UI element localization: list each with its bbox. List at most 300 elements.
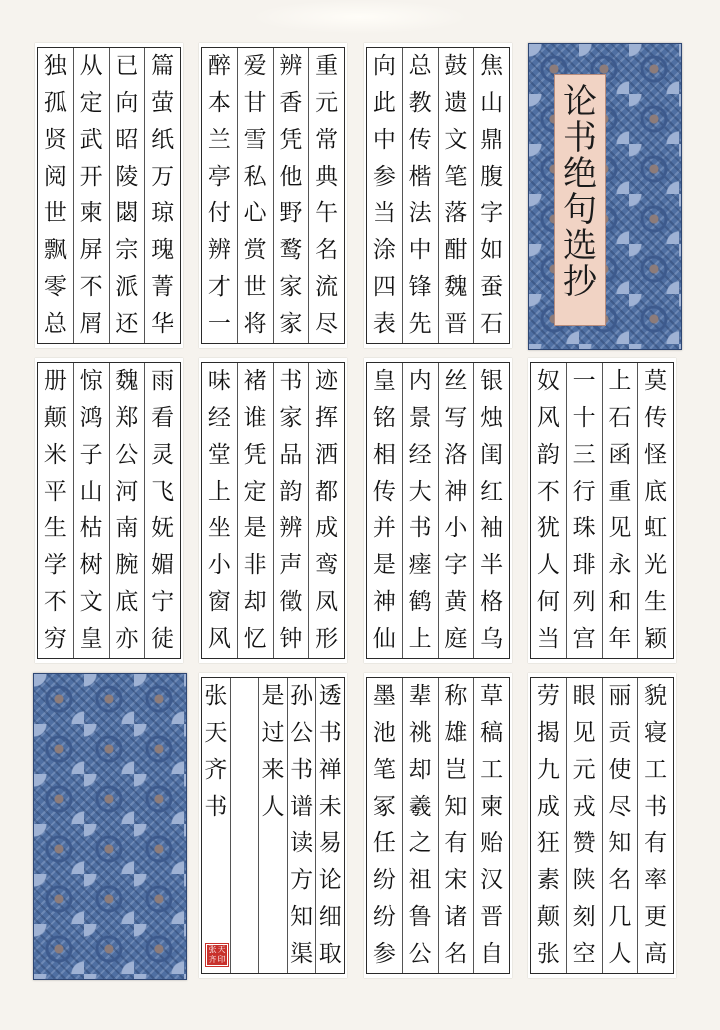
character-cell: 心 [243,200,267,227]
character-cell: 稿 [480,719,504,746]
character-cell: 此 [372,89,396,116]
character-cell: 宁 [151,589,175,616]
red-seal-stamp: 张 天 齐 印 [206,944,228,966]
character-cell: 谁 [243,404,267,431]
character-cell: 野 [279,200,303,227]
text-column [109,363,145,658]
character-cell: 永 [608,552,632,579]
character-cell: 颠 [43,404,67,431]
character-cell: 写 [444,404,468,431]
character-cell: 文 [444,126,468,153]
character-cell: 知 [444,793,468,820]
panel-r3p4 [528,673,676,978]
character-cell: 总 [408,52,432,79]
character-cell: 仙 [372,626,396,653]
character-cell: 方 [290,867,314,894]
character-cell: 丝 [444,367,468,394]
text-column [566,678,602,973]
character-cell: 雄 [444,719,468,746]
character-cell: 书 [644,793,668,820]
character-cell: 红 [480,478,504,505]
character-cell: 上 [207,478,231,505]
character-cell: 常 [315,126,339,153]
character-cell: 何 [536,589,560,616]
character-cell [259,936,287,973]
character-cell: 几 [608,904,632,931]
panel-r2p4 [528,358,676,663]
character-cell: 高 [644,941,668,968]
character-cell: 醉 [207,52,231,79]
character-cell: 酣 [444,237,468,264]
character-cell: 鸿 [79,404,103,431]
character-cell: 墨 [372,682,396,709]
text-column [230,678,259,973]
character-cell: 池 [372,719,396,746]
character-cell: 子 [79,441,103,468]
character-cell: 树 [79,552,103,579]
character-cell: 小 [207,552,231,579]
character-cell: 名 [315,237,339,264]
character-cell: 都 [315,478,339,505]
character-cell: 见 [608,515,632,542]
text-column [144,363,180,658]
character-cell: 香 [279,89,303,116]
character-cell: 世 [243,274,267,301]
character-cell: 閟 [115,200,139,227]
character-cell: 屏 [79,237,103,264]
character-cell: 更 [644,904,668,931]
character-cell: 铭 [372,404,396,431]
character-cell: 银 [480,367,504,394]
character-cell: 一 [207,311,231,338]
character-cell: 忆 [243,626,267,653]
panel-r1p3 [364,43,512,348]
character-grid [366,47,510,344]
character-cell: 虹 [644,515,668,542]
text-column [438,678,474,973]
character-cell: 参 [372,941,396,968]
character-cell: 媚 [151,552,175,579]
text-column [602,678,638,973]
character-cell: 表 [372,311,396,338]
character-cell: 内 [408,367,432,394]
character-cell: 人 [261,793,285,820]
character-grid [530,362,674,659]
character-cell: 颠 [536,904,560,931]
character-cell: 凭 [279,126,303,153]
character-cell: 屑 [79,311,103,338]
character-cell: 纷 [372,867,396,894]
character-cell: 皇 [79,626,103,653]
character-cell: 上 [408,626,432,653]
character-cell: 祧 [408,719,432,746]
character-cell: 韵 [279,478,303,505]
character-cell: 向 [115,89,139,116]
character-cell: 家 [279,311,303,338]
character-cell: 年 [608,626,632,653]
character-cell: 鸾 [315,552,339,579]
character-cell: 先 [408,311,432,338]
title-strip [554,74,606,326]
character-cell [231,789,259,826]
character-cell: 重 [608,478,632,505]
character-cell: 涂 [372,237,396,264]
character-cell: 犹 [536,515,560,542]
character-cell: 魏 [115,367,139,394]
character-cell: 揭 [536,719,560,746]
character-cell: 寝 [644,719,668,746]
character-cell: 魏 [444,274,468,301]
character-cell: 当 [372,200,396,227]
character-cell: 草 [480,682,504,709]
character-cell: 琼 [151,200,175,227]
character-cell: 传 [408,126,432,153]
character-grid [37,362,181,659]
character-cell: 贡 [608,719,632,746]
text-column [473,48,509,343]
character-cell: 贤 [43,126,67,153]
character-cell: 是 [261,682,285,709]
character-cell: 知 [290,904,314,931]
text-column [308,363,344,658]
character-cell: 流 [315,274,339,301]
character-grid [366,677,510,974]
character-cell: 定 [243,478,267,505]
character-cell: 函 [608,441,632,468]
character-cell: 见 [572,719,596,746]
character-cell: 楷 [408,163,432,190]
character-cell: 家 [279,274,303,301]
character-cell: 风 [207,626,231,653]
panel-r3p3 [364,673,512,978]
character-cell: 褚 [243,367,267,394]
character-cell: 生 [644,589,668,616]
character-cell: 才 [207,274,231,301]
character-cell: 宫 [572,626,596,653]
character-cell: 昭 [115,126,139,153]
character-cell: 公 [408,941,432,968]
character-cell: 公 [115,441,139,468]
character-cell: 武 [79,126,103,153]
character-grid [201,47,345,344]
character-cell: 元 [315,89,339,116]
character-cell: 石 [480,311,504,338]
title-char: 句 [563,190,597,230]
text-column [202,48,237,343]
character-cell: 天 [204,719,228,746]
character-cell: 教 [408,89,432,116]
text-column [202,363,237,658]
character-cell: 灵 [151,441,175,468]
character-cell: 赏 [243,237,267,264]
character-cell: 烛 [480,404,504,431]
character-cell: 貌 [644,682,668,709]
top-light-glare [250,0,470,34]
character-cell: 法 [408,200,432,227]
text-column [438,48,474,343]
character-cell: 辨 [279,52,303,79]
character-cell: 率 [644,867,668,894]
character-grid [201,677,345,974]
character-cell: 名 [608,867,632,894]
character-cell: 汉 [480,867,504,894]
character-cell: 飘 [43,237,67,264]
character-cell: 有 [444,830,468,857]
character-cell: 透 [318,682,342,709]
character-cell: 三 [572,441,596,468]
character-cell: 世 [43,200,67,227]
text-column [258,678,287,973]
character-cell: 小 [444,515,468,542]
character-cell: 瘗 [408,552,432,579]
text-column [566,363,602,658]
character-cell: 未 [318,793,342,820]
panel-r1p2 [199,43,347,348]
character-cell [259,899,287,936]
character-cell: 成 [315,515,339,542]
character-cell: 声 [279,552,303,579]
text-column [144,48,180,343]
character-grid [201,362,345,659]
character-cell: 兰 [207,126,231,153]
text-column [109,48,145,343]
text-column [73,48,109,343]
text-column [367,678,402,973]
character-grid [37,47,181,344]
character-cell: 午 [315,200,339,227]
character-cell: 陕 [572,867,596,894]
character-cell: 雨 [151,367,175,394]
character-cell: 河 [115,478,139,505]
panel-r2p3 [364,358,512,663]
character-cell: 来 [261,756,285,783]
panel-r2p2 [199,358,347,663]
title-char: 论 [563,82,597,122]
character-cell: 辨 [279,515,303,542]
character-cell: 有 [644,830,668,857]
character-cell: 不 [43,589,67,616]
character-cell: 腹 [480,163,504,190]
character-cell: 形 [315,626,339,653]
character-cell [202,899,230,936]
character-cell: 书 [204,793,228,820]
character-cell: 是 [243,515,267,542]
character-cell: 学 [43,552,67,579]
character-cell: 生 [43,515,67,542]
character-cell: 零 [43,274,67,301]
character-cell: 爱 [243,52,267,79]
character-cell: 成 [536,793,560,820]
character-cell [231,899,259,936]
character-cell: 徒 [151,626,175,653]
character-cell [202,862,230,899]
character-cell: 并 [372,515,396,542]
character-cell: 素 [536,867,560,894]
character-cell: 堂 [207,441,231,468]
character-cell: 本 [207,89,231,116]
character-cell: 纸 [151,126,175,153]
character-cell: 中 [372,126,396,153]
text-column [308,48,344,343]
character-cell: 劳 [536,682,560,709]
character-cell: 册 [43,367,67,394]
character-cell [231,678,259,715]
character-cell: 细 [318,904,342,931]
text-column [38,48,73,343]
character-cell: 不 [536,478,560,505]
character-cell: 阅 [43,163,67,190]
character-cell: 中 [408,237,432,264]
character-cell: 莫 [644,367,668,394]
character-cell: 家 [279,404,303,431]
character-cell: 赞 [572,830,596,857]
character-cell: 张 [204,682,228,709]
character-cell: 行 [572,478,596,505]
character-cell: 贻 [480,830,504,857]
character-cell: 甘 [243,89,267,116]
character-cell: 元 [572,756,596,783]
character-cell: 传 [372,478,396,505]
character-cell: 书 [279,367,303,394]
character-cell: 经 [408,441,432,468]
character-cell: 景 [408,404,432,431]
character-cell [231,715,259,752]
character-cell: 枯 [79,515,103,542]
title-char: 绝 [563,154,597,194]
character-cell [259,862,287,899]
character-cell: 庭 [444,626,468,653]
character-cell: 平 [43,478,67,505]
character-cell: 腕 [115,552,139,579]
character-cell: 味 [207,367,231,394]
character-cell: 郑 [115,404,139,431]
character-cell: 私 [243,163,267,190]
character-cell: 孤 [43,89,67,116]
character-cell: 尽 [315,311,339,338]
character-cell: 非 [243,552,267,579]
character-cell: 从 [79,52,103,79]
title-char: 选 [563,226,597,266]
character-cell: 字 [480,200,504,227]
character-cell [231,752,259,789]
text-column [531,678,566,973]
text-column [367,48,402,343]
character-cell: 笔 [444,163,468,190]
character-cell: 妩 [151,515,175,542]
character-cell: 风 [536,404,560,431]
character-cell: 人 [536,552,560,579]
character-cell: 丽 [608,682,632,709]
character-cell: 论 [318,867,342,894]
character-cell: 文 [79,589,103,616]
character-cell: 闺 [480,441,504,468]
character-cell [259,826,287,863]
character-cell: 珠 [572,515,596,542]
text-column [38,363,73,658]
character-cell: 惊 [79,367,103,394]
text-column [438,363,474,658]
character-cell: 洛 [444,441,468,468]
character-cell: 经 [207,404,231,431]
character-cell: 使 [608,756,632,783]
character-cell: 黄 [444,589,468,616]
character-cell: 洒 [315,441,339,468]
panel-r1p1 [35,43,183,348]
character-cell [231,862,259,899]
character-cell: 向 [372,52,396,79]
character-cell: 颖 [644,626,668,653]
character-cell: 和 [608,589,632,616]
character-cell: 开 [79,163,103,190]
character-cell: 柬 [480,793,504,820]
character-cell: 萤 [151,89,175,116]
character-cell: 总 [43,311,67,338]
character-cell: 宗 [115,237,139,264]
character-cell: 陵 [115,163,139,190]
character-cell: 戎 [572,793,596,820]
character-cell: 鲁 [408,904,432,931]
character-cell: 雪 [243,126,267,153]
character-cell: 孙 [290,682,314,709]
cover-title-panel [528,43,682,350]
character-cell: 凤 [315,589,339,616]
character-cell: 冢 [372,793,396,820]
character-cell: 已 [115,52,139,79]
character-cell: 工 [644,756,668,783]
text-column [315,678,344,973]
panel-r2p1 [35,358,183,663]
character-cell: 穷 [43,626,67,653]
panel-r3p2 [199,673,347,978]
text-column [202,678,230,973]
character-cell: 菁 [151,274,175,301]
character-cell: 山 [480,89,504,116]
character-cell: 光 [644,552,668,579]
character-cell: 鼓 [444,52,468,79]
character-cell: 辨 [207,237,231,264]
character-cell: 齐 [204,756,228,783]
character-cell: 徵 [279,589,303,616]
text-column [637,678,673,973]
text-column [473,678,509,973]
text-column [273,363,309,658]
character-grid [530,677,674,974]
character-cell: 尽 [608,793,632,820]
character-cell: 南 [115,515,139,542]
character-cell: 取 [318,941,342,968]
text-column [367,363,402,658]
character-cell: 如 [480,237,504,264]
character-cell: 传 [644,404,668,431]
character-cell: 渠 [290,941,314,968]
text-column [402,363,438,658]
character-cell: 书 [408,515,432,542]
character-cell: 晋 [444,311,468,338]
character-cell: 诸 [444,904,468,931]
character-cell: 落 [444,200,468,227]
character-cell: 纷 [372,904,396,931]
character-cell: 品 [279,441,303,468]
character-cell: 相 [372,441,396,468]
character-cell: 锋 [408,274,432,301]
character-cell: 钟 [279,626,303,653]
character-cell: 十 [572,404,596,431]
character-cell: 遗 [444,89,468,116]
character-cell: 宋 [444,867,468,894]
character-cell: 笔 [372,756,396,783]
cover-back-panel [33,673,187,980]
text-column [287,678,316,973]
